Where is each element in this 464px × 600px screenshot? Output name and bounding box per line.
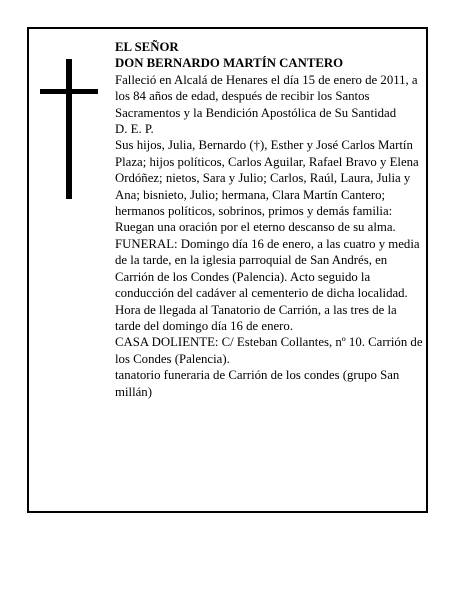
cross-vertical-bar: [66, 59, 72, 199]
obituary-card: [27, 27, 428, 513]
death-announcement: Falleció en Alcalá de Henares el día 15 de enero de 2011, a los 84 años de edad, después de recibir los Santos Sacramentos y la Bendición Apostólica de Su Santidad: [115, 72, 418, 120]
cross-icon: [40, 59, 98, 199]
obituary-heading-title: EL SEÑOR: [115, 40, 179, 54]
arrival-time: Hora de llegada al Tanatorio de Carrión, a las tres de la tarde del domingo día 16 de enero.: [115, 302, 397, 333]
dep-line: D. E. P.: [115, 122, 154, 137]
funeral-home: tanatorio funeraria de Carrión de los condes (grupo San millán): [115, 368, 400, 399]
obituary-heading-name: DON BERNARDO MARTÍN CANTERO: [115, 56, 344, 71]
prayer-request: Ruegan una oración por el eterno descanso de su alma.: [115, 220, 396, 235]
house-of-mourning: CASA DOLIENTE: C/ Esteban Collantes, nº 10. Carrión de los Condes (Palencia).: [115, 335, 423, 366]
cross-horizontal-bar: [40, 89, 98, 94]
funeral-details: FUNERAL: Domingo día 16 de enero, a las cuatro y media de la tarde, en la iglesia parroquial de San Andrés, en Carrión de los Condes (Palencia). Acto seguido la conducción del cadáver al cementerio de dicha localidad.: [115, 236, 420, 301]
obituary-text: [115, 39, 423, 400]
family-list: Sus hijos, Julia, Bernardo (†), Esther y José Carlos Martín Plaza; hijos políticos, Carlos Aguilar, Rafael Bravo y Elena Ordóñez; nietos, Sara y Julio; Carlos, Raúl, Laura, Julia y Ana; bisnieto, Julio; hermana, Clara Martín Cantero; hermanos políticos, sobrinos, primos y demás familia:: [115, 138, 419, 219]
